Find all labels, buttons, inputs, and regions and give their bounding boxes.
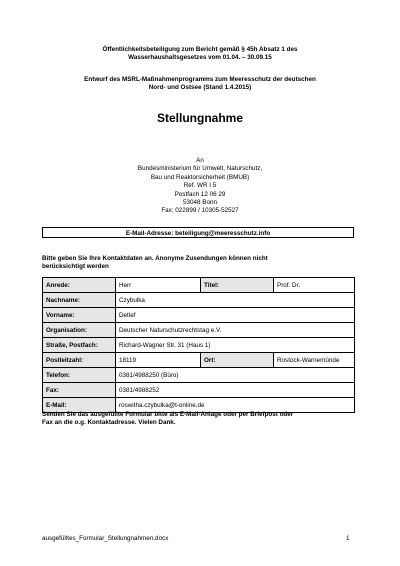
ort-field[interactable]: Rostock-Warnemünde bbox=[274, 353, 355, 368]
recipient-address bbox=[120, 157, 280, 216]
address-line: Ref. WR I 5 bbox=[183, 182, 217, 190]
table-row bbox=[43, 383, 355, 398]
address-line: Bau und Reaktorsicherheit (BMUB) bbox=[150, 173, 250, 181]
instruction-line-2: berücksichtigt werden bbox=[42, 263, 109, 271]
header-line-3: Entwurf des MSRL-Maßnahmenprogramms zum Meeresschutz der deutschen bbox=[84, 76, 316, 83]
table-row bbox=[43, 338, 355, 353]
header-line-2: Wasserhaushaltsgesetzes vom 01.04. – 30.09.15 bbox=[128, 54, 272, 62]
table-row bbox=[43, 308, 355, 323]
contact-instructions bbox=[42, 255, 362, 272]
table-row bbox=[43, 278, 355, 293]
telefon-field[interactable]: 0381/4988250 (Büro) bbox=[116, 368, 355, 383]
header-line-1: Öffentlichkeitsbeteiligung zum Bericht gemäß § 45h Absatz 1 des bbox=[102, 46, 298, 53]
address-line: Postfach 12 06 29 bbox=[174, 190, 226, 198]
outro-line-1: Senden Sie das ausgefüllte Formular bitte als E-Mail-Anlage oder per Briefpost oder bbox=[42, 411, 294, 418]
anrede-label: Anrede: bbox=[43, 278, 116, 293]
address-line: Bundesministerium für Umwelt, Naturschutz, bbox=[137, 165, 263, 173]
header-line-4: Nord- und Ostsee (Stand 1.4.2015) bbox=[148, 84, 252, 92]
page-number: 1 bbox=[346, 535, 350, 542]
address-line: 53048 Bonn bbox=[183, 199, 217, 207]
titel-field[interactable]: Prof. Dr. bbox=[274, 278, 355, 293]
table-row bbox=[43, 293, 355, 308]
outro-line-2: Fax an die o.g. Kontaktadresse. Vielen Dank. bbox=[42, 419, 176, 427]
submission-instructions bbox=[42, 411, 362, 428]
vorname-field[interactable]: Detlef bbox=[116, 308, 355, 323]
table-row bbox=[43, 323, 355, 338]
header-draft bbox=[40, 76, 360, 92]
nachname-label: Nachname: bbox=[43, 293, 116, 308]
anrede-field[interactable]: Herr bbox=[116, 278, 201, 293]
email-field[interactable]: roswitha.czybulka@t-online.de bbox=[116, 398, 355, 413]
telefon-label: Telefon: bbox=[43, 368, 116, 383]
table-row bbox=[43, 353, 355, 368]
fax-label: Fax: bbox=[43, 383, 116, 398]
submission-email-box: E-Mail-Adresse: beteiligung@meeresschutz.info bbox=[42, 227, 354, 238]
instruction-line-1: Bitte geben Sie Ihre Kontaktdaten an. Anonyme Zusendungen können nicht bbox=[42, 255, 268, 262]
strasse-field[interactable]: Richard-Wagner Str. 31 (Haus 1) bbox=[116, 338, 355, 353]
plz-field[interactable]: 18119 bbox=[116, 353, 201, 368]
email-label: E-Mail: bbox=[43, 398, 116, 413]
address-line: Fax: 022899 / 10305-52527 bbox=[161, 207, 239, 215]
nachname-field[interactable]: Czybulka bbox=[116, 293, 355, 308]
titel-label: Titel: bbox=[201, 278, 274, 293]
strasse-label: Straße, Postfach: bbox=[43, 338, 116, 353]
page-title: Stellungnahme bbox=[156, 111, 243, 125]
ort-label: Ort: bbox=[201, 353, 274, 368]
table-row bbox=[43, 368, 355, 383]
address-line: An bbox=[196, 157, 204, 164]
contact-form-table bbox=[42, 277, 355, 413]
organisation-field[interactable]: Deutscher Naturschutzrechtstag e.V. bbox=[116, 323, 355, 338]
vorname-label: Vorname: bbox=[43, 308, 116, 323]
plz-label: Postleitzahl: bbox=[43, 353, 116, 368]
organisation-label: Organisation: bbox=[43, 323, 116, 338]
footer-filename: ausgefülltes_Formular_Stellungnahmen.docx bbox=[42, 535, 169, 542]
header-consultation bbox=[40, 46, 360, 62]
fax-field[interactable]: 0381/4988252 bbox=[116, 383, 355, 398]
